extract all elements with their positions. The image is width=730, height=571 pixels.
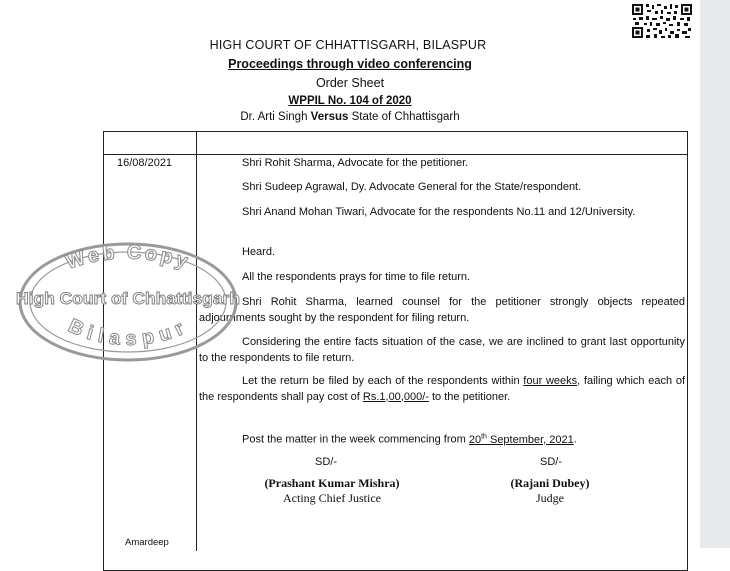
- clerk-initials: Amardeep: [125, 537, 169, 548]
- judge-2-block: [480, 476, 620, 506]
- watermark-middle-text: High Court of Chhattisgarh: [16, 289, 241, 308]
- qr-code-icon: [630, 2, 694, 40]
- judge-2-title: Judge: [536, 491, 564, 505]
- signature-mark-2: SD/-: [540, 456, 562, 468]
- order-paragraph-6: Shri Rohit Sharma, learned counsel for the petitioner strongly objects repeated adjournments sought by the respondent for filing return.: [199, 296, 685, 324]
- case-number: WPPIL No. 104 of 2020: [288, 95, 412, 107]
- order-paragraph-1: Shri Rohit Sharma, Advocate for the petitioner.: [242, 157, 469, 169]
- respondent-name: State of Chhattisgarh: [348, 111, 460, 123]
- judge-1-title: Acting Chief Justice: [283, 491, 381, 505]
- petitioner-name: Dr. Arti Singh: [240, 111, 311, 123]
- judge-1-name: (Prashant Kumar Mishra): [264, 476, 400, 490]
- web-copy-watermark-stamp: [12, 238, 244, 368]
- svg-text:Web Copy: [63, 242, 193, 274]
- signature-mark-1: SD/-: [315, 456, 337, 468]
- judge-2-name: (Rajani Dubey): [510, 476, 590, 490]
- parties-line: [0, 111, 700, 123]
- watermark-bottom-text: Bilaspur: [65, 314, 193, 351]
- cost-amount: Rs.1,00,000/-: [362, 390, 429, 403]
- order-paragraph-7: Considering the entire facts situation of the case, we are inclined to grant last opportunity to the respondents to file return.: [199, 336, 685, 364]
- order-paragraph-2: Shri Sudeep Agrawal, Dy. Advocate General for the State/respondent.: [242, 181, 582, 193]
- order-paragraph-4: Heard.: [242, 246, 276, 258]
- watermark-top-text: Web Copy: [63, 241, 194, 274]
- order-paragraph-8: Let the return be filed by each of the respondents within four weeks, failing which each of the respondents shall pay cost of Rs.1,00,000/- to the petitioner.: [199, 375, 685, 403]
- order-paragraph-3: Shri Anand Mohan Tiwari, Advocate for the respondents No.11 and 12/University.: [242, 206, 636, 218]
- order-paragraph-9: Post the matter in the week commencing from 20th September, 2021.: [242, 433, 577, 446]
- judge-1-block: [232, 476, 432, 506]
- versus-label: Versus: [310, 111, 349, 123]
- proceedings-heading: Proceedings through video conferencing: [228, 57, 472, 71]
- right-scroll-gutter: [700, 0, 730, 548]
- order-paragraph-5: All the respondents prays for time to file return.: [242, 271, 471, 283]
- svg-text:Bilaspur: [65, 315, 193, 350]
- deadline-text: four weeks: [523, 375, 578, 387]
- order-sheet-heading: Order Sheet: [315, 76, 385, 90]
- order-date: 16/08/2021: [117, 157, 173, 169]
- next-date: 20th September, 2021: [468, 433, 574, 446]
- table-header-divider: [103, 154, 688, 155]
- court-name: HIGH COURT OF CHHATTISGARH, BILASPUR: [209, 38, 487, 52]
